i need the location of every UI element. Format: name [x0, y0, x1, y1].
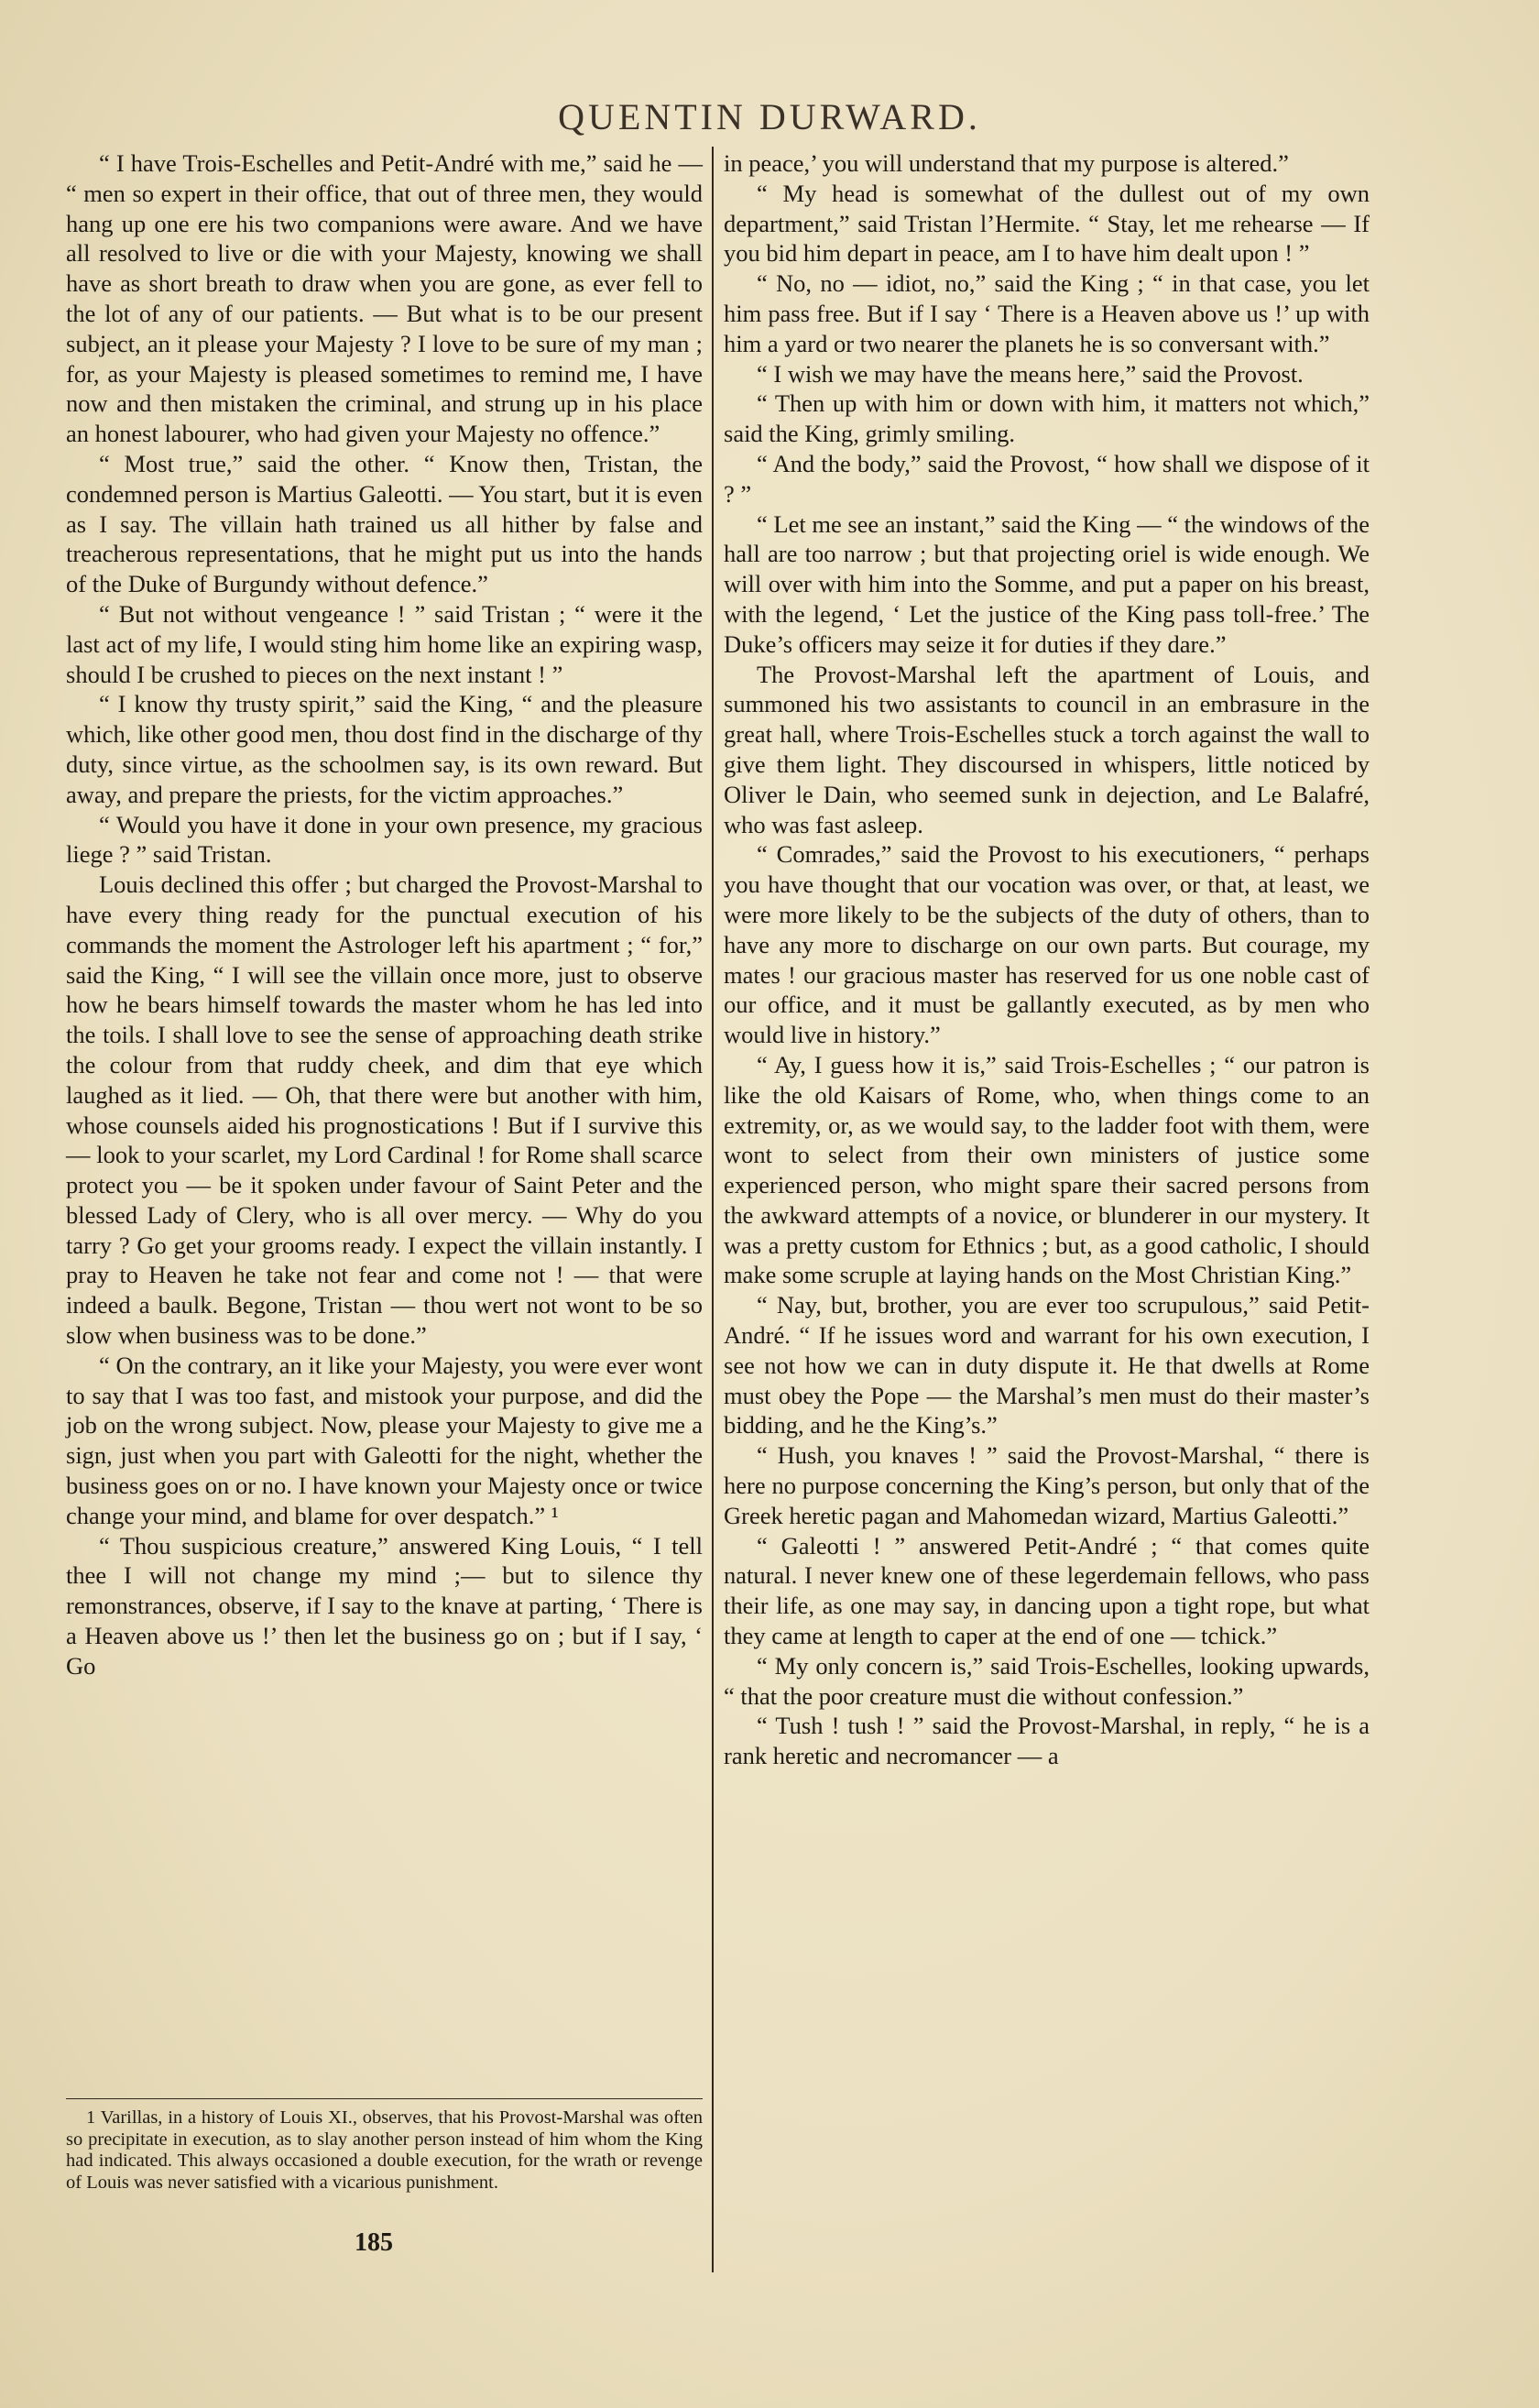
- paragraph-continued: in peace,’ you will understand that my purpose is altered.”: [724, 149, 1289, 177]
- paragraph: “ And the body,” said the Provost, “ how shall we dispose of it ? ”: [724, 449, 1370, 508]
- paragraph: “ I know thy trusty spirit,” said the King, “ and the pleasure which, like other good men, thou dost find in the discharge of thy duty, since virtue, as the schoolmen say, is its own reward. But away, and prepare the priests, for the victim approaches.”: [66, 690, 703, 808]
- paragraph: “ Comrades,” said the Provost to his executioners, “ perhaps you have thought that our vocation was over, or that, at least, we were more likely to be the subjects of the duty of others, than to have any more to discharge on our own parts. But courage, my mates ! our gracious master has reserved for us one noble cast of our office, and it must be gallantly executed, as by men who would live in history.”: [724, 840, 1370, 1049]
- footnote-rule: [66, 2098, 703, 2099]
- footnote: [66, 2107, 703, 2194]
- paragraph: “ On the contrary, an it like your Majesty, you were ever wont to say that I was too fast, and mistook your purpose, and did the job on the wrong subject. Now, please your Majesty to give me a sign, just when you part with Galeotti for the night, whether the business goes on or no. I have known your Majesty once or twice change your mind, and blame for over despatch.” ¹: [66, 1351, 703, 1529]
- paragraph: The Provost-Marshal left the apartment of Louis, and summoned his two assistants to council in an embrasure in the great hall, where Trois-Eschelles stuck a torch against the wall to give them light. They discoursed in whispers, little noticed by Oliver le Dain, who seemed sunk in dejection, and Le Balafré, who was fast asleep.: [724, 660, 1370, 838]
- paragraph: “ Most true,” said the other. “ Know then, Tristan, the condemned person is Martius Galeotti. — You start, but it is even as I say. The villain hath trained us all hither by false and treacherous representations, that he might put us into the hands of the Duke of Burgundy without defence.”: [66, 449, 703, 598]
- right-column: [724, 148, 1370, 1771]
- paragraph: “ Tush ! tush ! ” said the Provost-Marshal, in reply, “ he is a rank heretic and necromancer — a: [724, 1712, 1370, 1770]
- running-head: QUENTIN DURWARD.: [558, 96, 981, 137]
- paragraph: “ Ay, I guess how it is,” said Trois-Eschelles ; “ our patron is like the old Kaisars of Rome, who, when things come to an extremity, or, as we would say, to the ladder foot with them, were wont to select from their own ministers of justice some experienced person, who might spare their sacred persons from the awkward attempts of a novice, or blunderer in our mystery. It was a pretty custom for Ethnics ; but, as a good catholic, I should make some scruple at laying hands on the Most Christian King.”: [724, 1050, 1370, 1289]
- paragraph: “ But not without vengeance ! ” said Tristan ; “ were it the last act of my life, I would sting him home like an expiring wasp, should I be crushed to pieces on the next instant ! ”: [66, 599, 703, 688]
- paragraph: “ Thou suspicious creature,” answered King Louis, “ I tell thee I will not change my mind ;— but to silence thy remonstrances, observe, if I say to the knave at parting, ‘ There is a Heaven above us !’ then let the business go on ; but if I say, ‘ Go: [66, 1531, 703, 1680]
- page-number: 185: [355, 2228, 393, 2257]
- paragraph: “ Nay, but, brother, you are ever too scrupulous,” said Petit-André. “ If he issues word and warrant for his own execution, I see not how we can in duty dispute it. He that dwells at Rome must obey the Pope — the Marshal’s men must do their master’s bidding, and he the King’s.”: [724, 1291, 1370, 1439]
- paragraph: Louis declined this offer ; but charged the Provost-Marshal to have every thing ready for the punctual execution of his commands the moment the Astrologer left his apartment ; “ for,” said the King, “ I will see the villain once more, just to observe how he bears himself towards the master whom he has led into the toils. I shall love to see the sense of approaching death strike the colour from that ruddy cheek, and dim that eye which laughed as it lied. — Oh, that there were but another with him, whose counsels aided his prognostications ! But if I survive this — look to your scarlet, my Lord Cardinal ! for Rome shall scarce protect you — be it spoken under favour of Saint Peter and the blessed Lady of Clery, who is all over mercy. — Why do you tarry ? Go get your grooms ready. I expect the villain instantly. I pray to Heaven he take not fear and come not ! — that were indeed a baulk. Begone, Tristan — thou wert not wont to be so slow when business was to be done.”: [66, 870, 703, 1350]
- paragraph: “ Galeotti ! ” answered Petit-André ; “ that comes quite natural. I never knew one of these legerdemain fellows, who pass their life, as one may say, in dancing upon a tight rope, but what they came at length to caper at the end of one — tchick.”: [724, 1531, 1370, 1650]
- left-column: [66, 148, 703, 1681]
- paragraph: “ My only concern is,” said Trois-Eschelles, looking upwards, “ that the poor creature must die without confession.”: [724, 1651, 1370, 1710]
- paragraph: “ Would you have it done in your own presence, my gracious liege ? ” said Tristan.: [66, 810, 703, 869]
- paragraph: “ My head is somewhat of the dullest out of my own department,” said Tristan l’Hermite. “ Stay, let me rehearse — If you bid him depart in peace, am I to have him dealt upon ! ”: [724, 179, 1370, 268]
- paragraph: “ No, no — idiot, no,” said the King ; “ in that case, you let him pass free. But if I say ‘ There is a Heaven above us !’ up with him a yard or two nearer the planets he is so conversant with.”: [724, 269, 1370, 357]
- paragraph: “ I have Trois-Eschelles and Petit-André with me,” said he — “ men so expert in their office, that out of three men, they would hang up one ere his two companions were aware. And we have all resolved to live or die with your Majesty, knowing we shall have as short breath to draw when you are gone, as ever fell to the lot of any of our patients. — But what is to be our present subject, an it please your Majesty ? I love to be sure of my man ; for, as your Majesty is pleased sometimes to remind me, I have now and then mistaken the criminal, and strung up in his place an honest labourer, who had given your Majesty no offence.”: [66, 149, 703, 448]
- column-divider: [712, 147, 714, 2272]
- paragraph: “ Hush, you knaves ! ” said the Provost-Marshal, “ there is here no purpose concerning the King’s person, but only that of the Greek heretic pagan and Mahomedan wizard, Martius Galeotti.”: [724, 1441, 1370, 1529]
- footnote-text: 1 Varillas, in a history of Louis XI., observes, that his Provost-Marshal was often so precipitate in execution, as to slay another person instead of him whom the King had indicated. This always occasioned a double execution, for the wrath or revenge of Louis was never satisfied with a vicarious punishment.: [66, 2107, 703, 2193]
- paragraph: “ Then up with him or down with him, it matters not which,” said the King, grimly smiling.: [724, 389, 1370, 448]
- paragraph: “ Let me see an instant,” said the King — “ the windows of the hall are too narrow ; but that projecting oriel is wide enough. We will over with him into the Somme, and put a paper on his breast, with the legend, ‘ Let the justice of the King pass toll-free.’ The Duke’s officers may seize it for duties if they dare.”: [724, 509, 1370, 658]
- paragraph: “ I wish we may have the means here,” said the Provost.: [757, 359, 1304, 388]
